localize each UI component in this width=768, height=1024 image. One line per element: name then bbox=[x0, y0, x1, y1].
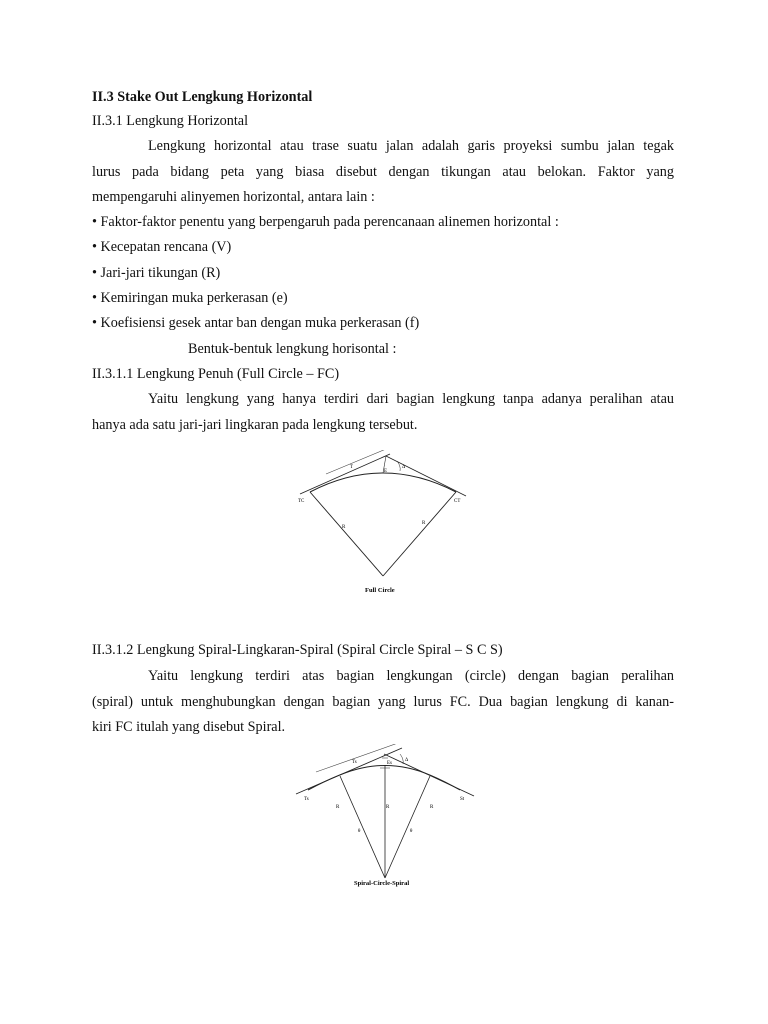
paragraph-line: lurus pada bidang peta yang biasa disebut dengan tikungan atau belokan. Faktor yang bbox=[92, 164, 674, 180]
paragraph-line: hanya ada satu jari-jari lingkaran pada lengkung tersebut. bbox=[92, 417, 418, 433]
forms-intro: Bentuk-bentuk lengkung horisontal : bbox=[188, 341, 397, 357]
label-es: Es bbox=[387, 761, 392, 766]
bullet-item: • Kecepatan rencana (V) bbox=[92, 239, 232, 255]
subsection-heading: II.3.1 Lengkung Horizontal bbox=[92, 113, 249, 129]
section-title: II.3 Stake Out Lengkung Horizontal bbox=[92, 89, 313, 105]
bullet-item: • Faktor-faktor penentu yang berpengaruh pada perencanaan alinemen horizontal : bbox=[92, 214, 559, 230]
paragraph-line: Yaitu lengkung yang hanya terdiri dari bagian lengkung tanpa adanya peralihan atau bbox=[148, 391, 674, 407]
label-e: E bbox=[384, 469, 388, 474]
label-r-left: R bbox=[342, 525, 346, 530]
figure-caption: Full Circle bbox=[365, 587, 395, 594]
paragraph-line: (spiral) untuk menghubungkan dengan bagian yang lurus FC. Dua bagian lengkung di kanan- bbox=[92, 694, 674, 710]
label-r-right: R bbox=[422, 521, 426, 526]
label-theta-right: θ bbox=[410, 829, 413, 834]
label-r-center: R bbox=[386, 805, 390, 810]
label-delta: Δ bbox=[405, 758, 409, 763]
full-circle-figure bbox=[290, 450, 480, 598]
label-st: St bbox=[460, 797, 465, 802]
paragraph-line: mempengaruhi alinyemen horizontal, antara lain : bbox=[92, 189, 375, 205]
paragraph-line: Lengkung horizontal atau trase suatu jalan adalah garis proyeksi sumbu jalan tegak bbox=[148, 138, 674, 154]
paragraph-line: Yaitu lengkung terdiri atas bagian lengkungan (circle) dengan bagian peralihan bbox=[148, 668, 674, 684]
figure-caption: Spiral-Circle-Spiral bbox=[354, 880, 410, 887]
spiral-circle-spiral-figure bbox=[292, 744, 478, 888]
label-ts: Ts bbox=[304, 797, 309, 802]
label-tangent: Ts bbox=[352, 760, 357, 765]
label-r-right: R bbox=[430, 805, 434, 810]
label-r-left: R bbox=[336, 805, 340, 810]
bullet-item: • Jari-jari tikungan (R) bbox=[92, 265, 221, 281]
label-ct: CT bbox=[454, 499, 461, 504]
label-tc: TC bbox=[298, 499, 305, 504]
label-delta: Δ bbox=[402, 465, 406, 470]
subsection-heading: II.3.1.1 Lengkung Penuh (Full Circle – FC) bbox=[92, 366, 340, 382]
bullet-item: • Koefisiensi gesek antar ban dengan muka perkerasan (f) bbox=[92, 315, 420, 331]
label-t: T bbox=[350, 465, 354, 470]
subsection-heading: II.3.1.2 Lengkung Spiral-Lingkaran-Spiral (Spiral Circle Spiral – S C S) bbox=[92, 642, 503, 658]
label-theta-left: θ bbox=[358, 829, 361, 834]
paragraph-line: kiri FC itulah yang disebut Spiral. bbox=[92, 719, 286, 735]
bullet-item: • Kemiringan muka perkerasan (e) bbox=[92, 290, 288, 306]
